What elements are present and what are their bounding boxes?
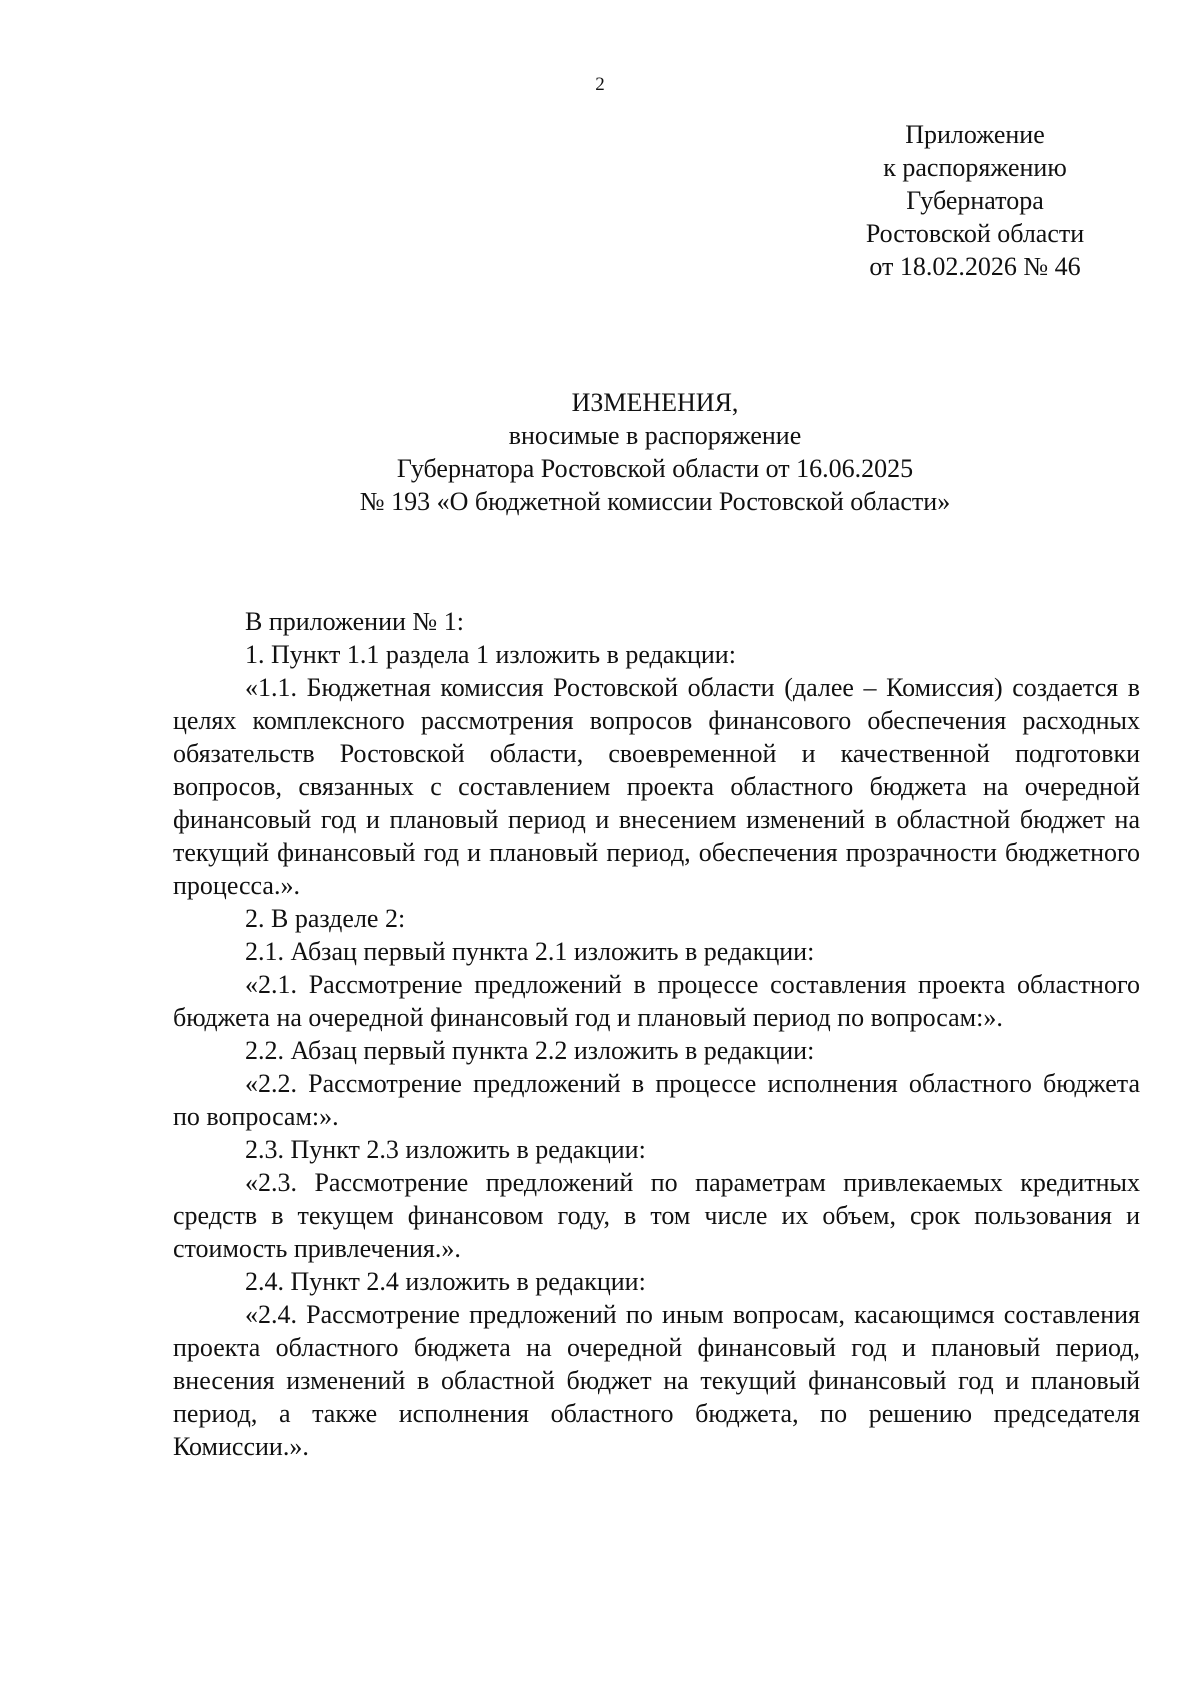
annex-header: [855, 118, 1095, 283]
paragraph: 2.4. Пункт 2.4 изложить в редакции:: [245, 1267, 646, 1296]
paragraph: «1.1. Бюджетная комиссия Ростовской области (далее – Комиссия) создается в целях комплексного рассмотрения вопросов финансового обеспечения расходных обязательств Ростовской области, своевременной и качественной подготовки вопросов, связанных с составлением проекта областного бюджета на очередной финансовый год и плановый период и внесением изменений в областной бюджет на текущий финансовый год и плановый период, обеспечения прозрачности бюджетного процесса.».: [173, 673, 1140, 900]
paragraph: «2.2. Рассмотрение предложений в процессе исполнения областного бюджета по вопросам:».: [173, 1069, 1140, 1131]
title-line: Губернатора Ростовской области от 16.06.2025: [396, 454, 914, 483]
paragraph: «2.4. Рассмотрение предложений по иным вопросам, касающимся составления проекта областного бюджета на очередной финансовый год и плановый период, внесения изменений в областной бюджет на текущий финансовый год и плановый период, а также исполнения областного бюджета, по решению председателя Комиссии.».: [173, 1300, 1140, 1461]
paragraph: В приложении № 1:: [245, 607, 464, 636]
annex-line: Губернатора: [906, 186, 1044, 215]
title-line: № 193 «О бюджетной комиссии Ростовской области»: [359, 487, 951, 516]
paragraph: «2.3. Рассмотрение предложений по параметрам привлекаемых кредитных средств в текущем финансовом году, в том числе их объем, срок пользования и стоимость привлечения.».: [173, 1168, 1140, 1263]
annex-line: Ростовской области: [865, 219, 1085, 248]
paragraph: 2.2. Абзац первый пункта 2.2 изложить в редакции:: [245, 1036, 815, 1065]
document-title: [0, 386, 1200, 518]
document-body: [173, 605, 1140, 1463]
annex-line: к распоряжению: [883, 153, 1067, 182]
page-number: 2: [595, 74, 605, 95]
paragraph: «2.1. Рассмотрение предложений в процессе составления проекта областного бюджета на очередной финансовый год и плановый период по вопросам:».: [173, 970, 1140, 1032]
annex-line: Приложение: [905, 120, 1045, 149]
paragraph: 2. В разделе 2:: [245, 904, 406, 933]
paragraph: 2.1. Абзац первый пункта 2.1 изложить в редакции:: [245, 937, 815, 966]
paragraph: 1. Пункт 1.1 раздела 1 изложить в редакции:: [245, 640, 736, 669]
paragraph: 2.3. Пункт 2.3 изложить в редакции:: [245, 1135, 646, 1164]
annex-line: от 18.02.2026 № 46: [869, 252, 1081, 281]
title-line: вносимые в распоряжение: [508, 421, 802, 450]
title-line: ИЗМЕНЕНИЯ,: [571, 388, 739, 417]
